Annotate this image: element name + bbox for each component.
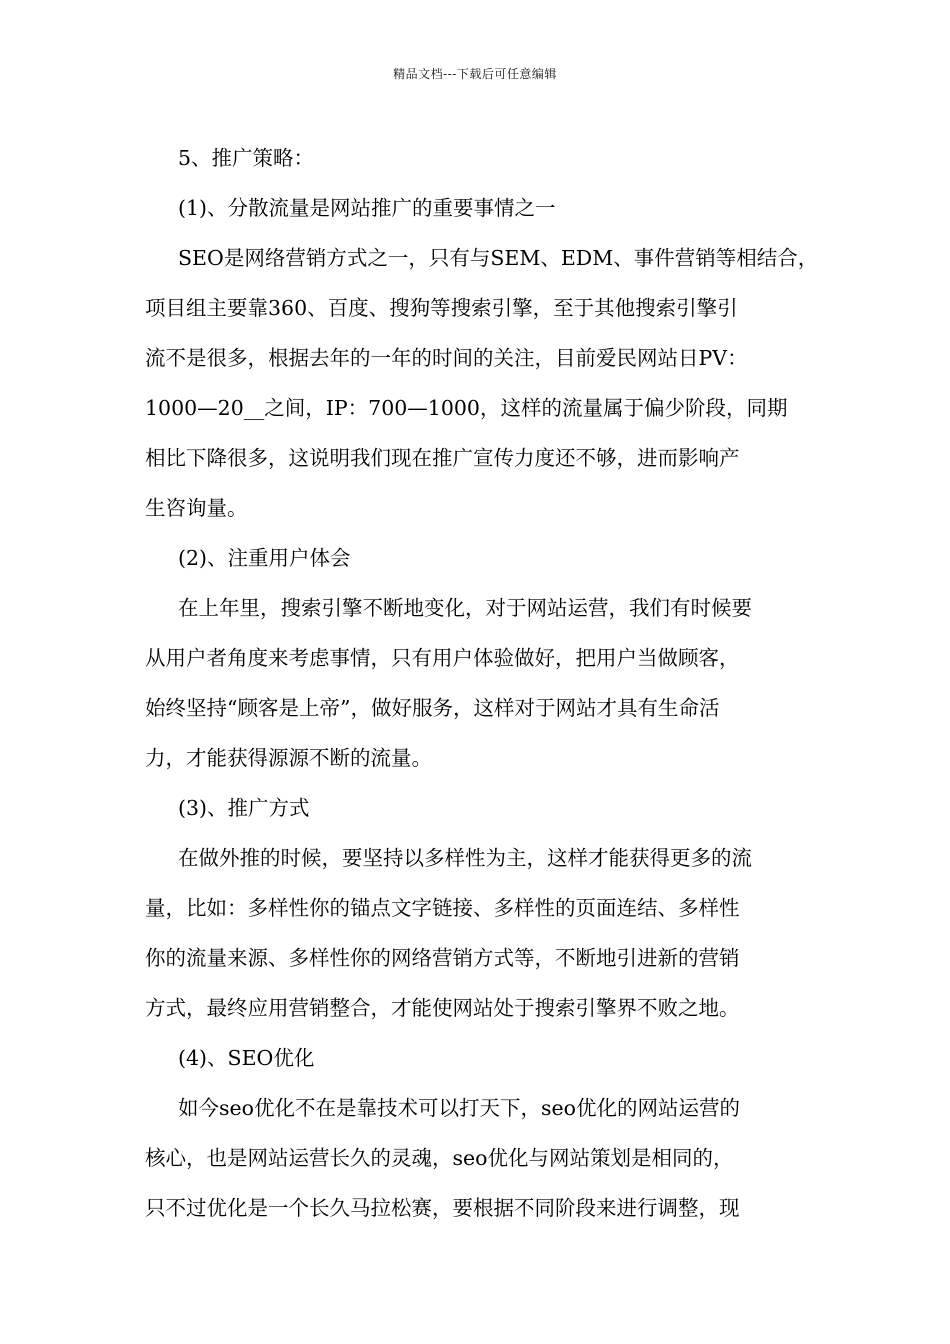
text-line: 只不过优化是一个长久马拉松赛，要根据不同阶段来进行调整，现 [145,1196,740,1220]
text-line: 在上年里，搜索引擎不断地变化，对于网站运营，我们有时候要 [178,596,752,620]
text-line: 始终坚持“顾客是上帝”，做好服务，这样对于网站才具有生命活 [145,696,720,720]
text-line: 从用户者角度来考虑事情，只有用户体验做好，把用户当做顾客， [145,646,740,670]
text-line: 在做外推的时候，要坚持以多样性为主，这样才能获得更多的流 [178,846,752,870]
text-line: 方式，最终应用营销整合，才能使网站处于搜索引擎界不败之地。 [145,996,740,1020]
text-line: (4)、SEO优化 [178,1046,315,1070]
text-line: (2)、注重用户体会 [178,546,351,570]
text-line: 项目组主要靠360、百度、搜狗等搜索引擎，至于其他搜索引擎引 [145,296,738,320]
page-header: 精品文档---下载后可任意编辑 [393,67,557,81]
text-line: (3)、推广方式 [178,796,310,820]
text-line: 5、推广策略： [178,146,315,170]
text-line: 力，才能获得源源不断的流量。 [145,746,432,770]
text-line: 你的流量来源、多样性你的网络营销方式等，不断地引进新的营销 [145,946,740,970]
text-line: 相比下降很多，这说明我们现在推广宣传力度还不够，进而影响产 [145,446,740,470]
document-body [145,133,817,1233]
text-line: 1000—20__之间，IP：700—1000，这样的流量属于偏少阶段，同期 [145,396,788,420]
text-line: SEO是网络营销方式之一，只有与SEM、EDM、事件营销等相结合， [178,246,819,270]
text-line: 量，比如：多样性你的锚点文字链接、多样性的页面连结、多样性 [145,896,740,920]
text-line: (1)、分散流量是网站推广的重要事情之一 [178,196,556,220]
text-line: 流不是很多，根据去年的一年的时间的关注，目前爱民网站日PV： [145,346,748,370]
text-line: 生咨询量。 [145,496,248,520]
text-line: 如今seo优化不在是靠技术可以打天下，seo优化的网站运营的 [178,1096,740,1120]
text-line: 核心，也是网站运营长久的灵魂，seo优化与网站策划是相同的， [145,1146,734,1170]
